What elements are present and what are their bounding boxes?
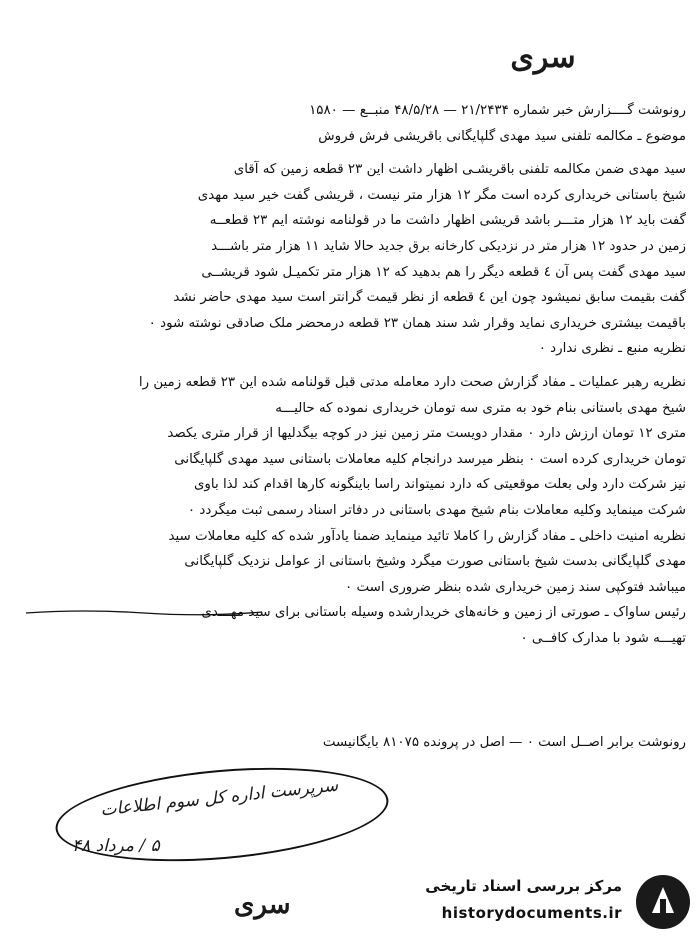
copy-certification-line: رونوشت برابر اصــل است ۰ — اصل در پرونده ۸۱۰۷۵ بایگانیست bbox=[322, 735, 686, 750]
body-line: تومان خریداری کرده است ۰ بنظر میرسد درانجام کلیه معاملات باستانی سید مهدی گلپایگانی bbox=[174, 451, 686, 467]
logo-url: historydocuments.ir bbox=[441, 904, 622, 922]
body-line: نظریه رهبر عملیات ـ مفاد گزارش صحت دارد معامله مدتی قبل قولنامه شده این ۲۳ قطعه زمین را bbox=[138, 374, 686, 390]
body-line: تهیـــه شود با مدارک کافــی ۰ bbox=[520, 630, 686, 646]
body-line: زمین در حدود ۱۲ هزار متر در نزدیکی کارخانه برق جدید حالا شاید ۱۱ هزار متر باشـــد bbox=[211, 238, 686, 254]
body-line: سید مهدی ضمن مکالمه تلفنی باقریشـی اظهار داشت این ۲۳ قطعه زمین که آقای bbox=[233, 162, 686, 178]
body-line: گفت بقیمت سابق نمیشود چون این ٤ قطعه از نظر قیمت گرانتر است سید مهدی حاضر نشد bbox=[173, 290, 686, 306]
secret-header: سری bbox=[510, 40, 576, 75]
report-reference-line: رونوشت گــــزارش خبر شماره ۲۱/۲۴۳۴ — ۴۸/۵/۲۸ منبــع — ۱۵۸۰ bbox=[309, 103, 686, 118]
handwritten-signature-text: سرپرست اداره کل سوم اطلاعات bbox=[99, 775, 340, 821]
document-body bbox=[26, 98, 686, 651]
subject-line: موضوع ـ مکالمه تلفنی سید مهدی گلپایگانی باقریشی فرش فروش bbox=[318, 128, 686, 144]
body-line: متری ۱۲ تومان ارزش دارد ۰ مقدار دویست متر زمین نیز در کوچه بیگدلیها از قرار متری یکصد bbox=[167, 426, 686, 442]
body-line: گفت باید ۱۲ هزار متـــر باشد قریشی اظهار داشت ما در قولنامه نوشته ایم ۲۳ قطعــه bbox=[209, 213, 686, 229]
body-line: مهدی گلپایگانی بدست شیخ باستانی صورت میگرد وشیخ باستانی از عوامل نزدیک گلپایگانی bbox=[184, 554, 686, 570]
body-line: میباشد فتوکپی سند زمین خریداری شده بنظر ضروری است ۰ bbox=[345, 579, 686, 595]
logo-name: مرکز بررسی اسناد تاریخی bbox=[425, 877, 622, 895]
body-line: سید مهدی گفت پس آن ٤ قطعه دیگر را هم بدهید که ۱۲ هزار متر تکمیـل شود قریشــی bbox=[201, 264, 686, 280]
body-line: شرکت مینماید وکلیه معاملات بنام شیخ مهدی باستانی در دفاتر اسناد رسمی ثبت میگردد ۰ bbox=[187, 502, 686, 518]
archive-emblem-icon bbox=[634, 873, 692, 931]
body-line: رئیس ساواک ـ صورتی از زمین و خانه‌های خریدارشده وسیله باستانی برای سید مهـــدی bbox=[201, 605, 686, 621]
archive-logo bbox=[408, 871, 694, 935]
body-line: نظریه امنیت داخلی ـ مفاد گزارش را کاملا تائید مینماید ضمنا یادآور شده که کلیه معاملات سید bbox=[168, 528, 686, 544]
body-line: باقیمت بیشتری خریداری نماید وقرار شد سند همان ۲۳ قطعه درمحضر ملک صادقی نوشته شود ۰ bbox=[148, 315, 686, 331]
secret-footer: سری bbox=[234, 890, 291, 920]
body-line: شیخ باستانی خریداری کرده است مگر ۱۲ هزار متر نیست ، قریشی گفت خیر سید مهدی bbox=[197, 187, 686, 203]
source-opinion-line: نظریه منبع ـ نظری ندارد ۰ bbox=[538, 341, 686, 357]
handwritten-date: ۵ / مرداد ۴۸ bbox=[72, 836, 160, 856]
body-line: نیز شرکت دارد ولی بعلت موقعیتی که دارد نمیتواند راسا باینگونه کارها اقدام کند لذا باوی bbox=[193, 477, 686, 493]
handwritten-underline bbox=[24, 608, 264, 616]
body-line: شیخ مهدی باستانی بنام خود به متری سه تومان خریداری نموده که حالیـــه bbox=[275, 400, 686, 416]
